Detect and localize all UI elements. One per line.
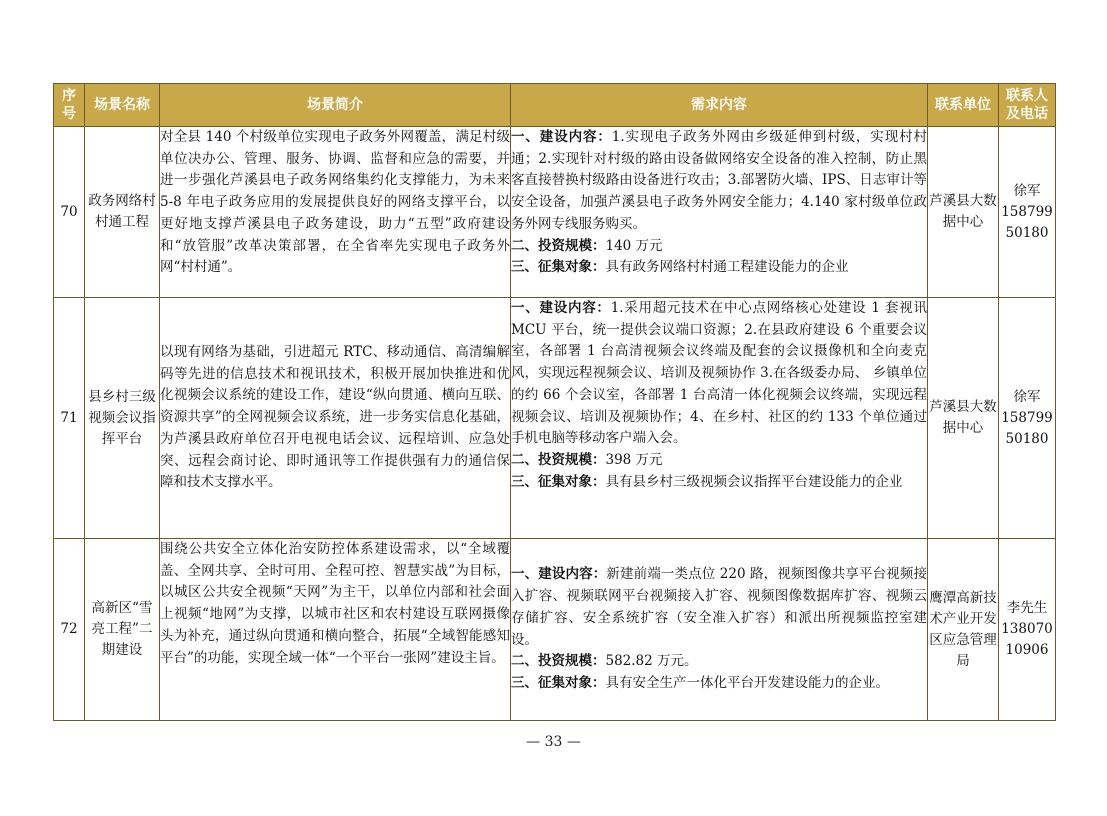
target-object <box>511 673 927 695</box>
build-label: 一、建设内容： <box>511 129 612 145</box>
build-text: 新建前端一类点位 220 路，视频图像共享平台视频接入扩容、视频联网平台视频接入扩容、视频图像数据库扩容、视频云存储扩容、安全系统扩容（安全准入扩容）和派出所视频监控室建设。 <box>511 566 928 648</box>
contact-phone-part1: 138070 <box>1001 621 1053 637</box>
invest-scale <box>511 236 927 258</box>
row-contact-person <box>999 127 1056 298</box>
page-number: — 33 — <box>526 734 581 750</box>
row-requirements <box>511 298 928 539</box>
row-scene-intro: 以现有网络为基础，引进超元 RTC、移动通信、高清编解码等先进的信息技术和视讯技术，积极开展加快推进和优化视频会议系统的建设工作，建设“纵向贯通、横向互联、资源共享”的全网视频会议系统，进一步务实信息化基础，为芦溪县政府单位召开电视电话会议、远程培训、应急处突、远程会商讨论、即时通讯等工作提供强有力的通信保障和技术支撑水平。 <box>160 298 511 539</box>
row-contact-person <box>999 539 1056 721</box>
target-object <box>511 257 927 279</box>
row-scene-name: 高新区“雪亮工程”二期建设 <box>85 539 160 721</box>
contact-name: 徐军 <box>1013 182 1041 199</box>
header-number: 序号 <box>54 84 85 127</box>
invest-scale <box>511 651 927 673</box>
invest-text: 398 万元 <box>605 451 663 468</box>
header-scene-intro: 场景简介 <box>160 84 511 127</box>
table-header-row <box>54 84 1056 127</box>
contact-phone-part1: 158799 <box>1001 203 1053 220</box>
row-number: 70 <box>54 127 85 298</box>
row-scene-intro: 对全县 140 个村级单位实现电子政务外网覆盖，满足村级单位决办公、管理、服务、协调、监督和应急的需要，并进一步强化芦溪县电子政务网络集约化支撑能力，为未来 5-8 年电子政务应用的发展提供良好的网络支撑平台，以更好地支撑芦溪县电子政务建设，助力“五型”政府建设和“放管服”改革决策部署，在全省率先实现电子政务外网“村村通”。 <box>160 127 511 298</box>
contact-phone-part2: 50180 <box>1005 224 1049 241</box>
invest-label: 二、投资规模： <box>511 237 606 254</box>
invest-text: 582.82 万元。 <box>605 653 698 670</box>
invest-label: 二、投资规模： <box>511 653 606 670</box>
header-contact-person: 联系人及电话 <box>999 84 1056 127</box>
target-text: 具有政务网络村村通工程建设能力的企业 <box>605 259 849 276</box>
row-scene-intro: 围绕公共安全立体化治安防控体系建设需求，以“全域覆盖、全网共享、全时可用、全程可控、智慧实战”为目标，以城区公共安全视频“天网”为主干，以单位内部和社会面上视频“地网”为支撑，以城市社区和农村建设互联网摄像头为补充，通过纵向贯通和横向整合，拓展“全域智能感知平台”的功能，实现全域一体“一个平台一张网”建设主旨。 <box>160 539 511 721</box>
build-content <box>511 298 927 450</box>
table-row <box>54 127 1056 298</box>
header-requirements: 需求内容 <box>511 84 928 127</box>
contact-name: 李先生 <box>1006 600 1048 616</box>
row-scene-name: 政务网络村村通工程 <box>85 127 160 298</box>
build-text: 1.采用超元技术在中心点网络核心处建设 1 套视讯 MCU 平台，统一提供会议端口资源；2.在县政府建设 6 个重要会议室，各部署 1 台高清视频会议终端及配套的会议摄像机和全向麦克风，实现远程视频会议、培训及视频协作 3.在各级委办局、 乡镇单位的约 66 个会议室，各部署 1 台高清一体化视频会议终端，实现远程视频会议、培训及视频协作；4、在乡村、社区的约 133 个单位通过手机电脑等移动客户端入会。 <box>511 300 928 447</box>
contact-name: 徐军 <box>1013 388 1041 405</box>
invest-text: 140 万元 <box>605 237 663 254</box>
row-requirements <box>511 539 928 721</box>
target-label: 三、征集对象： <box>511 674 606 691</box>
row-contact-unit: 芦溪县大数据中心 <box>928 298 999 539</box>
table-row <box>54 539 1056 721</box>
target-label: 三、征集对象： <box>511 473 606 490</box>
build-text: 1.实现电子政务外网由乡级延伸到村级，实现村村通；2.实现针对村级的路由设备做网络安全设备的准入控制，防止黑客直接替换村级路由设备进行攻击；3.部署防火墙、IPS、日志审计等安全设备，加强芦溪县电子政务外网安全能力；4.140 家村级单位政务外网专线服务购买。 <box>511 129 927 232</box>
header-scene-name: 场景名称 <box>85 84 160 127</box>
invest-scale <box>511 450 927 472</box>
row-contact-unit: 芦溪县大数据中心 <box>928 127 999 298</box>
build-content <box>511 564 927 651</box>
row-scene-name: 县乡村三级视频会议指挥平台 <box>85 298 160 539</box>
build-content <box>511 127 927 236</box>
row-contact-unit: 鹰潭高新技术产业开发区应急管理局 <box>928 539 999 721</box>
row-requirements <box>511 127 928 298</box>
scenario-table <box>53 83 1056 721</box>
row-contact-person <box>999 298 1056 539</box>
invest-label: 二、投资规模： <box>511 451 606 468</box>
contact-phone-part1: 158799 <box>1001 409 1053 426</box>
target-text: 具有县乡村三级视频会议指挥平台建设能力的企业 <box>605 473 903 490</box>
contact-phone-part2: 50180 <box>1005 430 1049 447</box>
build-label: 一、建设内容： <box>511 300 611 316</box>
target-text: 具有安全生产一体化平台开发建设能力的企业。 <box>605 674 889 691</box>
build-label: 一、建设内容： <box>511 566 607 583</box>
row-number: 71 <box>54 298 85 539</box>
contact-phone-part2: 10906 <box>1005 642 1049 658</box>
target-object <box>511 472 927 494</box>
header-contact-unit: 联系单位 <box>928 84 999 127</box>
row-number: 72 <box>54 539 85 721</box>
target-label: 三、征集对象： <box>511 259 606 276</box>
table-row <box>54 298 1056 539</box>
